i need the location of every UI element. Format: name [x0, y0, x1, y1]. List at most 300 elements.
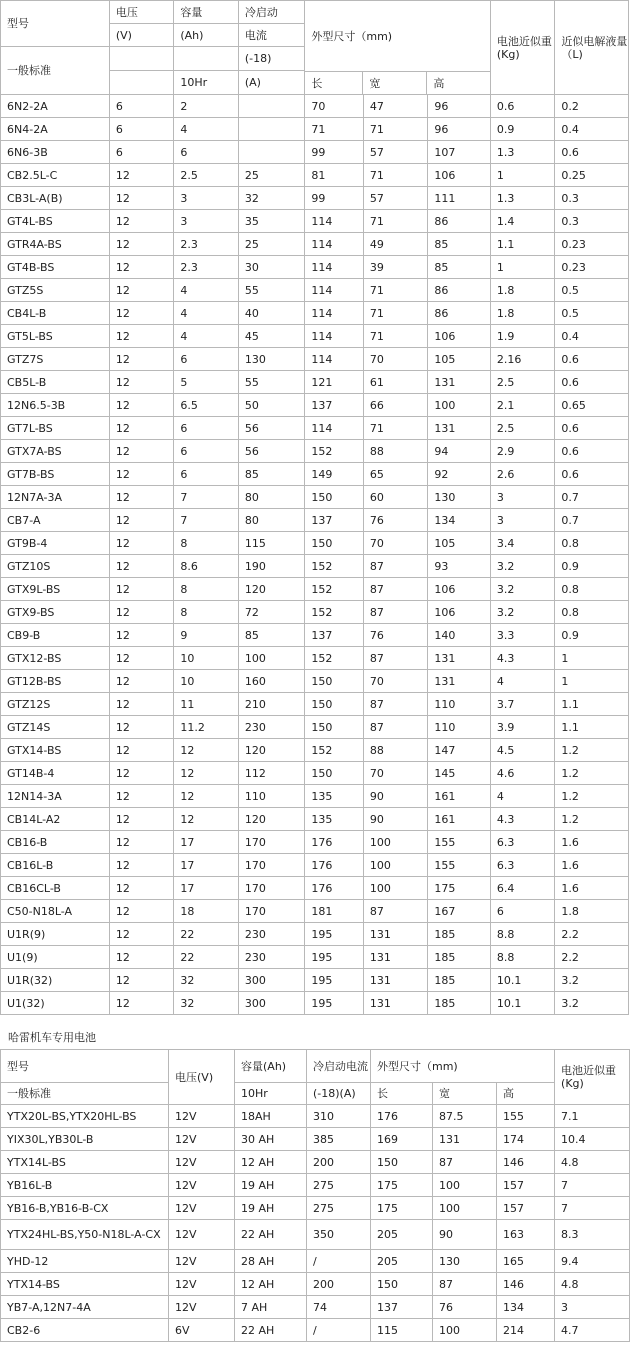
table-row	[1, 394, 629, 417]
table-row	[1, 348, 629, 371]
table-cell: 150	[305, 486, 363, 509]
table-row	[1, 1319, 630, 1342]
table-row	[1, 601, 629, 624]
table-cell: 99	[305, 141, 363, 164]
table-row	[1, 1197, 630, 1220]
table-cell: 71	[363, 279, 428, 302]
table-cell: 0.6	[555, 440, 629, 463]
table-cell: 12	[109, 486, 174, 509]
table-cell: 0.3	[555, 187, 629, 210]
table-cell: 3	[555, 1296, 630, 1319]
table-cell: 3	[174, 210, 239, 233]
table-cell: 6.3	[490, 831, 555, 854]
table-cell: 230	[238, 716, 305, 739]
table-cell: 100	[363, 854, 428, 877]
table-cell: 0.65	[555, 394, 629, 417]
table-cell: /	[307, 1250, 371, 1273]
table-cell: 111	[428, 187, 491, 210]
table-cell: 71	[363, 417, 428, 440]
table-cell: 130	[433, 1250, 497, 1273]
table-cell: 1.1	[555, 693, 629, 716]
header-cca-2: 电流	[238, 24, 305, 47]
table-cell: 56	[238, 440, 305, 463]
header-voltage-unit: (V)	[109, 24, 174, 47]
table-cell: 6	[490, 900, 555, 923]
table-cell: 150	[371, 1151, 433, 1174]
table-cell: 76	[433, 1296, 497, 1319]
table-cell: 12V	[169, 1105, 235, 1128]
table-cell: 1.9	[490, 325, 555, 348]
table-cell: 12	[109, 210, 174, 233]
table-cell: 12	[109, 325, 174, 348]
table-cell: 214	[497, 1319, 555, 1342]
header-dimensions: 外型尺寸（mm)	[311, 29, 393, 43]
table-cell: 100	[363, 877, 428, 900]
header-width: 宽	[363, 72, 427, 94]
table-cell: 114	[305, 210, 363, 233]
table-row	[1, 808, 629, 831]
table-cell: 0.6	[555, 463, 629, 486]
table-cell: 3.3	[490, 624, 555, 647]
table-cell: 6.3	[490, 854, 555, 877]
table-cell: GTZ7S	[1, 348, 110, 371]
table-cell: 4.8	[555, 1151, 630, 1174]
header-weight: 电池近似重(Kg)	[490, 1, 555, 95]
table-cell: GTZ5S	[1, 279, 110, 302]
table-cell: 39	[363, 256, 428, 279]
table-cell: 4	[174, 302, 239, 325]
table-cell: 12	[109, 532, 174, 555]
table-cell: 210	[238, 693, 305, 716]
table-cell: 12 AH	[235, 1151, 307, 1174]
table-cell: 100	[433, 1319, 497, 1342]
table-cell: 174	[497, 1128, 555, 1151]
header-standard: 一般标准	[1, 47, 110, 95]
table-cell: 22	[174, 946, 239, 969]
table-cell: 176	[371, 1105, 433, 1128]
table-cell: CB16L-B	[1, 854, 110, 877]
table-cell: 1.6	[555, 854, 629, 877]
table-cell: 110	[238, 785, 305, 808]
table-cell: 170	[238, 831, 305, 854]
table-cell: 300	[238, 969, 305, 992]
table-cell: GT4B-BS	[1, 256, 110, 279]
table-cell: 70	[363, 762, 428, 785]
table-cell: 12V	[169, 1174, 235, 1197]
table-cell: 12	[109, 877, 174, 900]
table-cell: YB16L-B	[1, 1174, 169, 1197]
table-cell: 4.3	[490, 647, 555, 670]
table-cell: 6	[174, 463, 239, 486]
table-row	[1, 1250, 630, 1273]
table-cell: 5	[174, 371, 239, 394]
table-cell: 131	[428, 670, 491, 693]
table-cell: 0.6	[555, 141, 629, 164]
table-cell: 1.1	[490, 233, 555, 256]
header-length: 长	[305, 72, 363, 94]
table-cell: GT7L-BS	[1, 417, 110, 440]
table-cell: CB2.5L-C	[1, 164, 110, 187]
table-cell: 2.2	[555, 946, 629, 969]
table-cell: 137	[371, 1296, 433, 1319]
table-cell: 150	[305, 762, 363, 785]
table-cell: 114	[305, 417, 363, 440]
table-row	[1, 1128, 630, 1151]
table-cell: 71	[363, 325, 428, 348]
header-dimensions: 外型尺寸（mm)	[371, 1050, 555, 1083]
table-cell: 71	[363, 118, 428, 141]
table-cell: GT12B-BS	[1, 670, 110, 693]
table-cell: GTX9L-BS	[1, 578, 110, 601]
table-cell: 0.23	[555, 233, 629, 256]
table-cell: 22 AH	[235, 1220, 307, 1250]
table-cell: U1R(32)	[1, 969, 110, 992]
table-cell: 195	[305, 969, 363, 992]
table-cell: 190	[238, 555, 305, 578]
table-row	[1, 946, 629, 969]
table-row	[1, 693, 629, 716]
table-cell: 131	[363, 923, 428, 946]
table-cell: 175	[371, 1174, 433, 1197]
table-cell: 92	[428, 463, 491, 486]
table-cell: 17	[174, 854, 239, 877]
table-cell: CB5L-B	[1, 371, 110, 394]
table-cell: 161	[428, 808, 491, 831]
table-cell	[238, 118, 305, 141]
table-cell: 12	[109, 578, 174, 601]
table-cell: 130	[238, 348, 305, 371]
table-cell: 8	[174, 601, 239, 624]
table-cell: 12	[109, 509, 174, 532]
table-cell: 9	[174, 624, 239, 647]
table-cell: 0.5	[555, 302, 629, 325]
header-electrolyte: 近似电解液量（L)	[555, 1, 629, 95]
table-cell: 8	[174, 578, 239, 601]
table-cell: 87	[363, 900, 428, 923]
table-cell: 145	[428, 762, 491, 785]
table-cell: 165	[497, 1250, 555, 1273]
table-cell: 3.2	[555, 969, 629, 992]
table-cell: 1.2	[555, 808, 629, 831]
table-cell: 0.5	[555, 279, 629, 302]
table-cell: 175	[428, 877, 491, 900]
table-cell: 155	[428, 831, 491, 854]
table-cell: GTX9-BS	[1, 601, 110, 624]
table-cell: 2.1	[490, 394, 555, 417]
table-cell: 1	[555, 670, 629, 693]
table-cell: 1.2	[555, 739, 629, 762]
table-cell: 152	[305, 440, 363, 463]
table-cell: 0.6	[555, 348, 629, 371]
table-cell: 6N2-2A	[1, 95, 110, 118]
table-cell: 3.4	[490, 532, 555, 555]
table-cell: 6.4	[490, 877, 555, 900]
table-cell: 86	[428, 302, 491, 325]
table-cell: 4.3	[490, 808, 555, 831]
table-cell: 30	[238, 256, 305, 279]
table-cell: 110	[428, 716, 491, 739]
table-cell: 12	[109, 946, 174, 969]
table-cell: 205	[371, 1220, 433, 1250]
table-cell: 17	[174, 877, 239, 900]
table-cell: 47	[363, 95, 428, 118]
table-row	[1, 739, 629, 762]
table-cell: 300	[238, 992, 305, 1015]
table-cell: 87	[363, 601, 428, 624]
table-cell: CB16-B	[1, 831, 110, 854]
table-cell: 8.8	[490, 923, 555, 946]
table-row	[1, 95, 629, 118]
table-cell: 0.4	[555, 118, 629, 141]
table-cell: 28 AH	[235, 1250, 307, 1273]
table-row	[1, 900, 629, 923]
table-cell: 85	[238, 624, 305, 647]
table-cell: GT14B-4	[1, 762, 110, 785]
table-cell: 130	[428, 486, 491, 509]
table-cell: 40	[238, 302, 305, 325]
table-cell: 85	[428, 256, 491, 279]
table-cell	[238, 95, 305, 118]
table-cell: 152	[305, 578, 363, 601]
table-row	[1, 854, 629, 877]
table-cell: 88	[363, 739, 428, 762]
table-cell: CB4L-B	[1, 302, 110, 325]
table-cell: 3.9	[490, 716, 555, 739]
header-voltage: 电压(V)	[169, 1050, 235, 1105]
table-cell: 12V	[169, 1273, 235, 1296]
table-cell: 2.9	[490, 440, 555, 463]
table-cell: 195	[305, 923, 363, 946]
table-row	[1, 440, 629, 463]
header-length: 长	[371, 1083, 433, 1105]
table-cell: 99	[305, 187, 363, 210]
table-cell: 10.1	[490, 992, 555, 1015]
table-cell: 1.8	[490, 279, 555, 302]
table-cell: 0.6	[555, 417, 629, 440]
table-cell: 170	[238, 854, 305, 877]
table-cell: 12V	[169, 1250, 235, 1273]
table-cell: 146	[497, 1151, 555, 1174]
table-cell: 2.6	[490, 463, 555, 486]
table-cell: 86	[428, 279, 491, 302]
table-cell: 72	[238, 601, 305, 624]
table-cell: 87	[363, 693, 428, 716]
table-cell: 55	[238, 279, 305, 302]
table-cell: 170	[238, 900, 305, 923]
table-cell: 137	[305, 509, 363, 532]
table-cell: 131	[428, 417, 491, 440]
table-cell: 8.6	[174, 555, 239, 578]
table-cell: 230	[238, 946, 305, 969]
table-cell: 152	[305, 555, 363, 578]
table-cell: 50	[238, 394, 305, 417]
table-cell: 6N6-3B	[1, 141, 110, 164]
table-cell: 19 AH	[235, 1197, 307, 1220]
table-cell: 12	[174, 762, 239, 785]
table-cell: 85	[428, 233, 491, 256]
table-cell: 12V	[169, 1151, 235, 1174]
table-cell: 169	[371, 1128, 433, 1151]
table-cell: 310	[307, 1105, 371, 1128]
header-capacity: 容量(Ah)	[235, 1050, 307, 1083]
table-cell: 155	[497, 1105, 555, 1128]
table-cell: 0.7	[555, 486, 629, 509]
table-cell: 115	[371, 1319, 433, 1342]
table-cell: 185	[428, 923, 491, 946]
table-cell: YHD-12	[1, 1250, 169, 1273]
table-cell: 12	[109, 601, 174, 624]
table-cell: YTX14-BS	[1, 1273, 169, 1296]
table-cell: 71	[363, 210, 428, 233]
table-cell: 12V	[169, 1296, 235, 1319]
table-cell: 12	[109, 762, 174, 785]
table-cell: U1(9)	[1, 946, 110, 969]
header-dimensions-group	[305, 1, 490, 95]
table-cell: 149	[305, 463, 363, 486]
table-cell: 12	[109, 900, 174, 923]
table-cell: 12	[109, 302, 174, 325]
table-cell: 12N6.5-3B	[1, 394, 110, 417]
table-cell: 7	[174, 486, 239, 509]
table-cell: YTX20L-BS,YTX20HL-BS	[1, 1105, 169, 1128]
table-cell: 1.4	[490, 210, 555, 233]
table-cell: 1.3	[490, 141, 555, 164]
table-cell: 176	[305, 877, 363, 900]
table-cell: 100	[428, 394, 491, 417]
table-cell: 12V	[169, 1128, 235, 1151]
table-cell: 120	[238, 578, 305, 601]
table-cell: 10	[174, 670, 239, 693]
table-cell: 4.5	[490, 739, 555, 762]
table-cell: 10	[174, 647, 239, 670]
table-cell: 131	[363, 946, 428, 969]
header-blank	[109, 47, 174, 71]
table-row	[1, 877, 629, 900]
table-cell: 74	[307, 1296, 371, 1319]
table-row	[1, 1273, 630, 1296]
table-row	[1, 555, 629, 578]
table-cell: 170	[238, 877, 305, 900]
table-cell: 12	[109, 670, 174, 693]
table-cell: 157	[497, 1197, 555, 1220]
table-cell: YTX14L-BS	[1, 1151, 169, 1174]
table-cell: 70	[363, 348, 428, 371]
table-cell: 4	[174, 279, 239, 302]
table-cell: 12	[109, 256, 174, 279]
table-cell: 19 AH	[235, 1174, 307, 1197]
table-cell: 12	[109, 739, 174, 762]
table-cell: 87.5	[433, 1105, 497, 1128]
table-row	[1, 923, 629, 946]
table-row	[1, 279, 629, 302]
table-cell: 87	[363, 555, 428, 578]
table-cell: 65	[363, 463, 428, 486]
table-cell: 0.25	[555, 164, 629, 187]
table-cell: 3.2	[555, 992, 629, 1015]
table-cell: YB16-B,YB16-B-CX	[1, 1197, 169, 1220]
table-cell: 105	[428, 532, 491, 555]
table-cell: U1(32)	[1, 992, 110, 1015]
table-cell: 6	[109, 95, 174, 118]
table-cell: 152	[305, 647, 363, 670]
header-height: 高	[497, 1083, 555, 1105]
table-cell: 12	[109, 831, 174, 854]
table-row	[1, 118, 629, 141]
table-cell: 12	[109, 187, 174, 210]
table-cell: 12	[109, 808, 174, 831]
table-cell: 275	[307, 1197, 371, 1220]
header-capacity-rate: 10Hr	[235, 1083, 307, 1105]
table-cell: 185	[428, 946, 491, 969]
header-capacity-unit: (Ah)	[174, 24, 239, 47]
table-row	[1, 992, 629, 1015]
table-cell: 2	[174, 95, 239, 118]
table-cell: 12	[109, 624, 174, 647]
table-caption: 哈雷机车专用电池	[8, 1031, 96, 1044]
table-cell: GTZ10S	[1, 555, 110, 578]
table-cell: 3.7	[490, 693, 555, 716]
table-cell: 66	[363, 394, 428, 417]
table-cell: 18AH	[235, 1105, 307, 1128]
table-cell	[238, 141, 305, 164]
table-cell: 3	[490, 509, 555, 532]
table-cell: 230	[238, 923, 305, 946]
table-cell: 96	[428, 118, 491, 141]
table-cell: 2.5	[490, 371, 555, 394]
table-cell: U1R(9)	[1, 923, 110, 946]
table-cell: 25	[238, 164, 305, 187]
table-cell: 71	[363, 302, 428, 325]
table-cell: 80	[238, 509, 305, 532]
table-cell: 7.1	[555, 1105, 630, 1128]
table-cell: 6	[109, 118, 174, 141]
table-cell: YIX30L,YB30L-B	[1, 1128, 169, 1151]
table-cell: 12V	[169, 1220, 235, 1250]
table-cell: 3.2	[490, 555, 555, 578]
table-cell: 0.9	[555, 555, 629, 578]
table-cell: 1.8	[555, 900, 629, 923]
table-row	[1, 371, 629, 394]
table-cell: 88	[363, 440, 428, 463]
table-cell: 114	[305, 256, 363, 279]
harley-battery-table	[0, 1049, 630, 1342]
table-cell: 137	[305, 394, 363, 417]
table-cell: 1.2	[555, 785, 629, 808]
table-cell: 12	[109, 785, 174, 808]
table-row	[1, 762, 629, 785]
header-capacity: 容量	[174, 1, 239, 24]
table-cell: 137	[305, 624, 363, 647]
header-height: 高	[433, 77, 445, 90]
table-cell: 57	[363, 187, 428, 210]
table-cell: 90	[363, 785, 428, 808]
table-cell: 2.2	[555, 923, 629, 946]
header-standard: 一般标准	[1, 1083, 169, 1105]
table-cell: 3.2	[490, 601, 555, 624]
table-cell: 4	[174, 325, 239, 348]
table-cell: 30 AH	[235, 1128, 307, 1151]
table-cell: 22	[174, 923, 239, 946]
table-cell: GTX14-BS	[1, 739, 110, 762]
table-cell: GTX7A-BS	[1, 440, 110, 463]
table-cell: 90	[363, 808, 428, 831]
table-cell: 6	[174, 417, 239, 440]
table-cell: 131	[428, 647, 491, 670]
table-cell: 6.5	[174, 394, 239, 417]
header-cca: 冷启动	[238, 1, 305, 24]
table-cell: 49	[363, 233, 428, 256]
table-cell: 4.6	[490, 762, 555, 785]
